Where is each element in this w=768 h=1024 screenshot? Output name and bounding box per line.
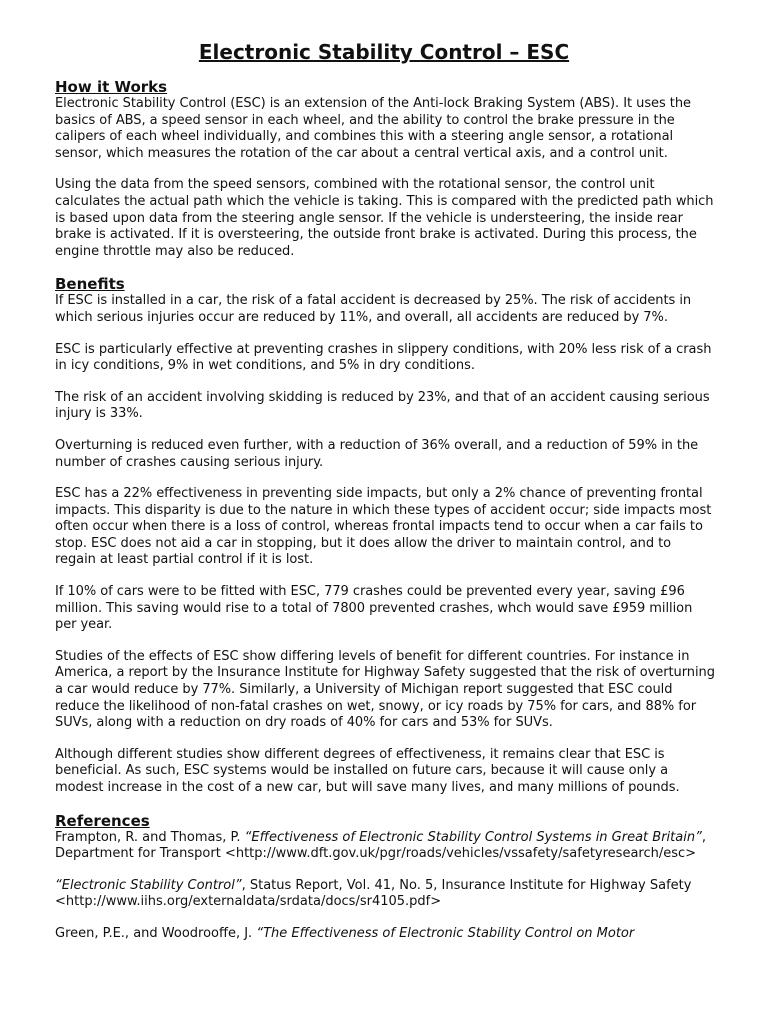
reference-title: “The Effectiveness of Electronic Stability Control on Motor: [256, 925, 635, 941]
paragraph: Studies of the effects of ESC show differing levels of benefit for different countries. For instance in America, a report by the Insurance Institute for Highway Safety suggested that the risk of overturning a car would reduce by 77%. Similarly, a University of Michigan report suggested that ESC could reduce the likelihood of non-fatal crashes on wet, snowy, or icy roads by 75% for cars, and 88% for SUVs, along with a reduction on dry roads of 40% for cars and 53% for SUVs.: [55, 648, 715, 731]
reference-details: , Department for Transport <http://www.dft.gov.uk/pgr/roads/vehicles/vssafety/safetyresearch/esc>: [55, 829, 706, 862]
document-body: [55, 78, 715, 958]
document-title: Electronic Stability Control – ESC: [198, 40, 570, 64]
paragraph: Although different studies show different degrees of effectiveness, it remains clear that ESC is beneficial. As such, ESC systems would be installed on future cars, because it will cause only a modest increase in the cost of a new car, but will save many lives, and many millions of pounds.: [55, 746, 680, 795]
reference-authors: Frampton, R. and Thomas, P.: [55, 829, 245, 845]
section-heading-how-it-works: How it Works: [55, 78, 168, 96]
reference-title: “Electronic Stability Control”: [55, 877, 242, 893]
paragraph: Electronic Stability Control (ESC) is an extension of the Anti-lock Braking System (ABS). It uses the basics of ABS, a speed sensor in each wheel, and the ability to control the brake pressure in the calipers of each wheel individually, and combines this with a steering angle sensor, a rotational sensor, which measures the rotation of the car about a central vertical axis, and a control unit.: [55, 96, 691, 161]
paragraph: The risk of an accident involving skidding is reduced by 23%, and that of an accident causing serious injury is 33%.: [55, 389, 710, 422]
paragraph: Using the data from the speed sensors, combined with the rotational sensor, the control unit calculates the actual path which the vehicle is taking. This is compared with the predicted path which is based upon data from the steering angle sensor. If the vehicle is understeering, the inside rear brake is activated. If it is oversteering, the outside front brake is activated. During this process, the engine throttle may also be reduced.: [55, 177, 714, 259]
paragraph: If ESC is installed in a car, the risk of a fatal accident is decreased by 25%. The risk of accidents in which serious injuries occur are reduced by 11%, and overall, all accidents are reduced by 7%.: [55, 293, 692, 325]
section-heading-benefits: Benefits: [55, 275, 125, 294]
paragraph: ESC has a 22% effectiveness in preventing side impacts, but only a 2% chance of preventing frontal impacts. This disparity is due to the nature in which these types of accident occur; side impacts most often occur when there is a loss of control, whereas frontal impacts tend to occur when a car fails to stop. ESC does not aid a car in stopping, but it does allow the driver to maintain control, and to regain at least partial control if it is lost.: [55, 486, 712, 568]
reference-item: [55, 878, 715, 911]
section-heading-references: References: [55, 811, 150, 830]
paragraph: Overturning is reduced even further, with a reduction of 36% overall, and a reduction of 59% in the number of crashes causing serious injury.: [55, 437, 699, 470]
paragraph: ESC is particularly effective at preventing crashes in slippery conditions, with 20% less risk of a crash in icy conditions, 9% in wet conditions, and 5% in dry conditions.: [55, 341, 712, 374]
paragraph: If 10% of cars were to be fitted with ESC, 779 crashes could be prevented every year, saving £96 million. This saving would rise to a total of 7800 prevented crashes, whch would save £959 million per year.: [55, 584, 693, 633]
reference-item: [55, 830, 715, 863]
reference-title: “Effectiveness of Electronic Stability Control Systems in Great Britain”: [244, 829, 702, 845]
reference-details: , Status Report, Vol. 41, No. 5, Insurance Institute for Highway Safety <http://www.iihs.org/externaldata/srdata/docs/sr4105.pdf>: [55, 877, 692, 910]
reference-item: [55, 926, 715, 943]
reference-authors: Green, P.E., and Woodrooffe, J.: [55, 925, 257, 941]
